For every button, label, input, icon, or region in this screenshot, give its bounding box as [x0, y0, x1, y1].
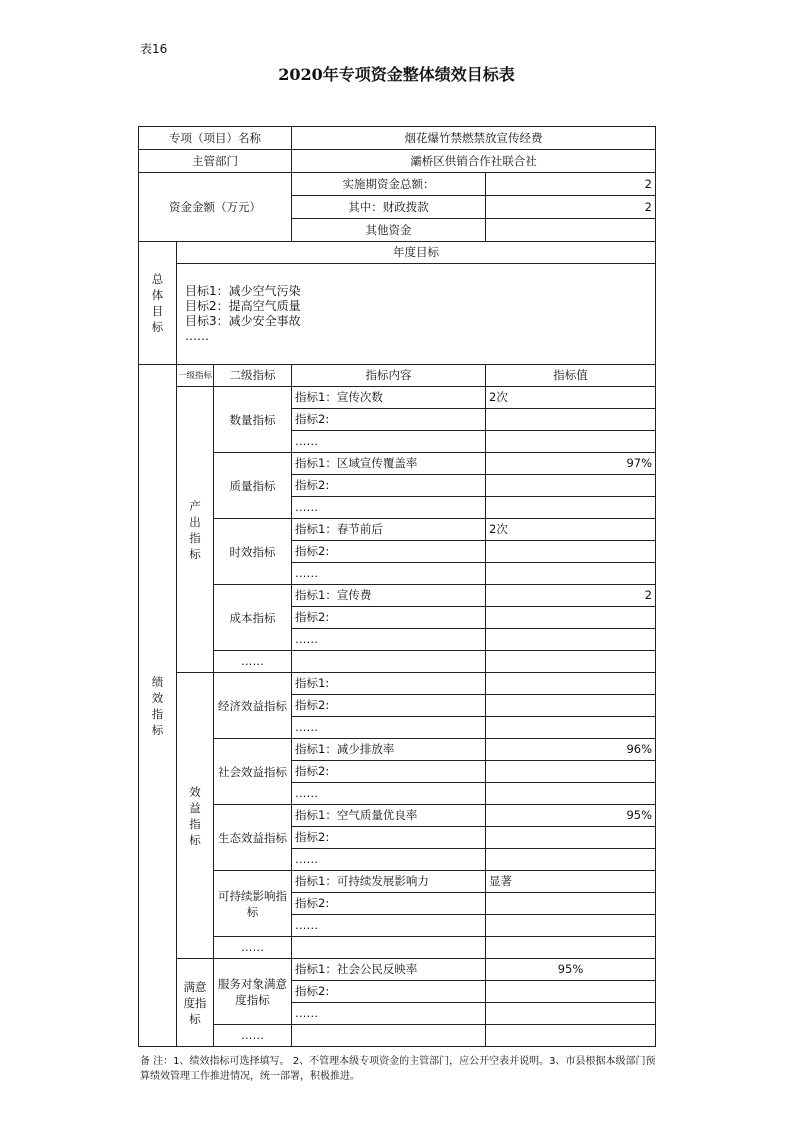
col-level1-header: 一级指标 [177, 365, 214, 387]
indicator-value [486, 981, 656, 1003]
indicator-content: 指标1：空气质量优良率 [292, 805, 486, 827]
department-label: 主管部门 [139, 150, 292, 173]
indicator-content [292, 1025, 486, 1047]
indicator-value [486, 541, 656, 563]
indicator-value: 显著 [486, 871, 656, 893]
indicator-value: 95% [486, 805, 656, 827]
indicator-content: 指标1：宣传费 [292, 585, 486, 607]
indicator-value [486, 497, 656, 519]
project-name-label: 专项（项目）名称 [139, 127, 292, 150]
indicator-content: …… [292, 783, 486, 805]
indicator-content: …… [292, 629, 486, 651]
indicator-value [486, 827, 656, 849]
indicator-value [486, 915, 656, 937]
indicator-value: 97% [486, 453, 656, 475]
indicator-value [486, 1003, 656, 1025]
indicator-content: 指标1：可持续发展影响力 [292, 871, 486, 893]
indicator-value: 95% [486, 959, 656, 981]
indicator-value [486, 409, 656, 431]
indicator-value [486, 475, 656, 497]
indicator-content: 指标2: [292, 827, 486, 849]
funds-fiscal-value: 2 [486, 196, 656, 219]
funds-label: 资金金额（万元） [139, 173, 292, 242]
indicator-content: 指标1：春节前后 [292, 519, 486, 541]
goal-item: 目标3：减少安全事故 [185, 314, 301, 328]
indicator-content: 指标2: [292, 761, 486, 783]
sub-indicator-name: 社会效益指标 [214, 739, 292, 805]
goal-item: 目标1：减少空气污染 [185, 284, 301, 298]
indicator-value [486, 607, 656, 629]
indicator-content: 指标2: [292, 475, 486, 497]
sub-indicator-name: 经济效益指标 [214, 673, 292, 739]
output-indicator-label: 产出指标 [177, 387, 214, 673]
satisfaction-indicator-label: 满意度指标 [177, 959, 214, 1047]
sub-indicator-name: 质量指标 [214, 453, 292, 519]
indicator-content: 指标1：宣传次数 [292, 387, 486, 409]
col-content-header: 指标内容 [292, 365, 486, 387]
footnote: 备 注：1、绩效指标可选择填写。 2、不管理本级专项资金的主管部门，应公开空表并说明。3、市县根据本级部门预算绩效管理工作推进情况，统一部署，积极推进。 [140, 1056, 656, 1082]
indicator-value [486, 673, 656, 695]
benefit-indicator-label: 效益指标 [177, 673, 214, 959]
indicator-value [486, 849, 656, 871]
sub-indicator-name: 生态效益指标 [214, 805, 292, 871]
page-title: 2020年专项资金整体绩效目标表 [278, 65, 515, 84]
indicator-value: 2 [486, 585, 656, 607]
funds-fiscal-label: 其中：财政拨款 [292, 196, 486, 219]
indicator-value: 2次 [486, 387, 656, 409]
indicator-value [486, 761, 656, 783]
sub-indicator-ellipsis: …… [214, 937, 292, 959]
indicator-content: 指标2: [292, 695, 486, 717]
indicator-content: …… [292, 497, 486, 519]
indicator-value [486, 783, 656, 805]
indicator-value [486, 1025, 656, 1047]
indicator-content: …… [292, 1003, 486, 1025]
indicator-content: 指标2: [292, 607, 486, 629]
indicator-content: …… [292, 431, 486, 453]
indicator-value [486, 893, 656, 915]
col-value-header: 指标值 [486, 365, 656, 387]
indicator-value [486, 563, 656, 585]
table-number: 表16 [140, 42, 168, 56]
indicator-value: 96% [486, 739, 656, 761]
goals-list [177, 264, 656, 365]
indicator-content [292, 651, 486, 673]
funds-total-value: 2 [486, 173, 656, 196]
indicator-content: 指标2: [292, 409, 486, 431]
sub-indicator-name: 数量指标 [214, 387, 292, 453]
indicator-value [486, 629, 656, 651]
department-value: 灞桥区供销合作社联合社 [292, 150, 656, 173]
indicator-content: 指标2: [292, 541, 486, 563]
indicator-content: 指标2: [292, 981, 486, 1003]
indicator-value [486, 695, 656, 717]
indicator-content: 指标1: [292, 673, 486, 695]
overall-goal-label: 总体目标 [139, 242, 177, 365]
indicator-value: 2次 [486, 519, 656, 541]
performance-table [138, 126, 656, 1047]
sub-indicator-ellipsis: …… [214, 1025, 292, 1047]
indicator-value [486, 651, 656, 673]
indicator-content: 指标1：减少排放率 [292, 739, 486, 761]
performance-label: 绩效指标 [139, 365, 177, 1047]
indicator-content: 指标1：区域宣传覆盖率 [292, 453, 486, 475]
indicator-value [486, 717, 656, 739]
indicator-content: …… [292, 563, 486, 585]
sub-indicator-name: 成本指标 [214, 585, 292, 651]
col-level2-header: 二级指标 [214, 365, 292, 387]
indicator-content: 指标2: [292, 893, 486, 915]
goal-item: 目标2：提高空气质量 [185, 299, 301, 313]
indicator-content: …… [292, 915, 486, 937]
funds-other-value [486, 219, 656, 242]
indicator-value [486, 431, 656, 453]
funds-total-label: 实施期资金总额： [292, 173, 486, 196]
sub-indicator-name: 服务对象满意度指标 [214, 959, 292, 1025]
indicator-value [486, 937, 656, 959]
indicator-content: 指标1：社会公民反映率 [292, 959, 486, 981]
sub-indicator-name: 可持续影响指标 [214, 871, 292, 937]
annual-goal-label: 年度目标 [177, 242, 656, 264]
indicator-content: …… [292, 849, 486, 871]
sub-indicator-name: 时效指标 [214, 519, 292, 585]
funds-other-label: 其他资金 [292, 219, 486, 242]
sub-indicator-ellipsis: …… [214, 651, 292, 673]
project-name-value: 烟花爆竹禁燃禁放宣传经费 [292, 127, 656, 150]
indicator-content: …… [292, 717, 486, 739]
indicator-content [292, 937, 486, 959]
goal-item: …… [185, 329, 209, 343]
